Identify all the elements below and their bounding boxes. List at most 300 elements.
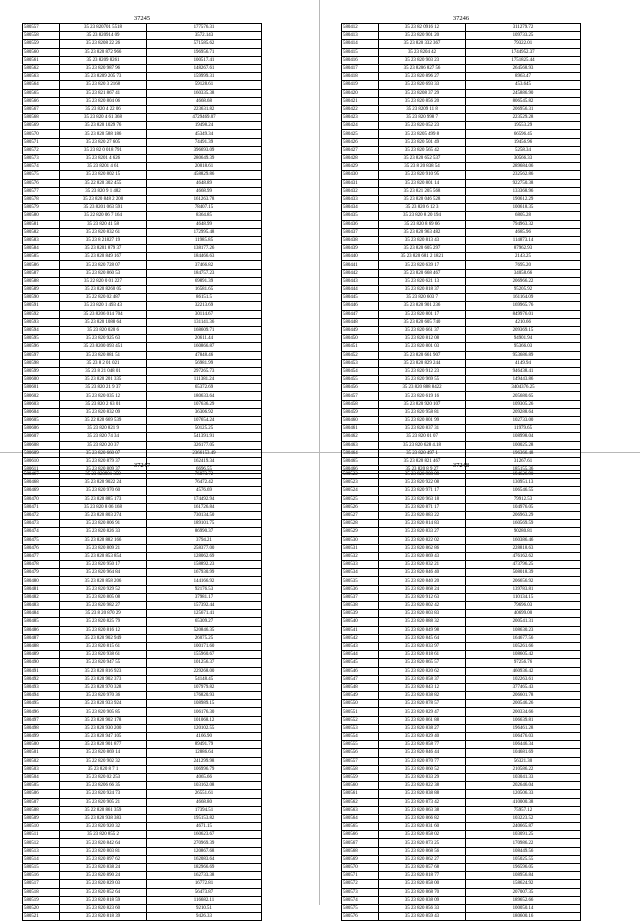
coordinate-cell: 35 23 820 8 20 194 <box>379 212 466 220</box>
coordinate-cell: 35 23 820 02 253 <box>60 773 147 781</box>
value-cell: 158892.23 <box>147 561 262 569</box>
coordinate-cell: 35 23 820 497 1 <box>379 449 466 457</box>
table-row <box>23 286 262 294</box>
value-cell: 65309.27 <box>147 618 262 626</box>
table-row <box>342 651 581 659</box>
value-cell: 37981.17 <box>147 593 262 601</box>
coordinate-cell: 35 22 820 861 359 <box>60 806 147 814</box>
table-row <box>342 847 581 855</box>
coordinate-cell: 35 23 820 2 63 01 <box>60 400 147 408</box>
table-row <box>342 520 581 528</box>
table-row <box>342 220 581 228</box>
coordinate-cell: 35 23 820 924 73 <box>60 790 147 798</box>
table-row <box>23 122 262 130</box>
parcel-id-cell: 580476 <box>23 544 60 552</box>
value-cell: 20611.44 <box>147 335 262 343</box>
parcel-id-cell: 580486 <box>23 626 60 634</box>
parcel-id-cell: 580561 <box>23 56 60 64</box>
coordinate-cell: 35 23 820 872 966 <box>60 48 147 56</box>
table-row <box>23 651 262 659</box>
parcel-id-cell: 580546 <box>342 667 379 675</box>
value-cell: 223631.82 <box>147 105 262 113</box>
parcel-id-cell: 580495 <box>23 700 60 708</box>
table-row <box>23 195 262 203</box>
coordinate-cell: 35 23 820 814 83 <box>379 520 466 528</box>
coordinate-cell: 35 23 8209 8261 <box>60 56 147 64</box>
table-row <box>23 384 262 392</box>
parcel-id-cell: 580606 <box>23 425 60 433</box>
parcel-id-cell: 580561 <box>342 790 379 798</box>
parcel-id-cell: 580430 <box>342 171 379 179</box>
value-cell: 6696.55 <box>147 466 262 474</box>
table-row <box>23 294 262 302</box>
parcel-id-cell: 580581 <box>23 220 60 228</box>
value-cell: 144166.92 <box>147 577 262 585</box>
coordinate-cell: 35 23 820 858 02 <box>379 831 466 839</box>
coordinate-cell: 35 23 820 4 22 06 <box>60 105 147 113</box>
parcel-id-cell: 580555 <box>342 741 379 749</box>
parcel-id-cell: 580434 <box>342 204 379 212</box>
parcel-id-cell: 580524 <box>342 487 379 495</box>
value-cell: 19456.96 <box>466 138 581 146</box>
parcel-id-cell: 580571 <box>342 872 379 880</box>
table-row <box>23 552 262 560</box>
value-cell: 128062.69 <box>147 552 262 560</box>
coordinate-cell: 35 23 820 888 8422 <box>379 384 466 392</box>
value-cell: 26075.25 <box>147 634 262 642</box>
parcel-id-cell: 580433 <box>342 195 379 203</box>
table-row <box>342 417 581 425</box>
parcel-id-cell: 580587 <box>23 269 60 277</box>
value-cell: 240665.87 <box>466 823 581 831</box>
coordinate-cell: 35 23 820 821 467 <box>379 457 466 465</box>
coordinate-cell: 35 23 820 818 61 <box>379 651 466 659</box>
coordinate-cell: 35 23 820 838 09 <box>379 896 466 904</box>
coordinate-cell: 35 23 820 8 9 27 <box>379 466 466 474</box>
coordinate-cell: 35 23 820 862 86 <box>379 544 466 552</box>
table-row <box>23 904 262 912</box>
coordinate-cell: 35 23 820 588 186 <box>60 130 147 138</box>
value-cell: 289684.06 <box>466 163 581 171</box>
parcel-id-cell: 580442 <box>342 269 379 277</box>
parcel-id-cell: 580448 <box>342 318 379 326</box>
table-row <box>342 367 581 375</box>
value-cell: 194626.90 <box>466 471 581 479</box>
table-row <box>23 585 262 593</box>
parcel-id-cell: 580499 <box>23 733 60 741</box>
parcel-id-cell: 580607 <box>23 433 60 441</box>
coordinate-cell: 35 23 82 0916 12 <box>379 24 466 32</box>
value-cell: 264568.93 <box>466 64 581 72</box>
parcel-id-cell: 580545 <box>342 659 379 667</box>
parcel-id-cell: 580568 <box>342 847 379 855</box>
coordinate-cell: 35 23 8 21 048 01 <box>60 367 147 375</box>
parcel-id-cell: 580523 <box>342 479 379 487</box>
coordinate-cell: 35 23 820 901 236 <box>379 302 466 310</box>
parcel-id-cell: 580481 <box>23 585 60 593</box>
parcel-id-cell: 580455 <box>342 376 379 384</box>
parcel-id-cell: 580422 <box>342 105 379 113</box>
table-row <box>23 642 262 650</box>
parcel-id-cell: 580417 <box>342 64 379 72</box>
parcel-id-cell: 580413 <box>342 32 379 40</box>
coordinate-cell: 35 23 820 849 98 <box>379 626 466 634</box>
parcel-id-cell: 580509 <box>23 814 60 822</box>
parcel-id-cell: 580582 <box>23 228 60 236</box>
value-cell: 32213.69 <box>147 302 262 310</box>
value-cell: 206956.31 <box>466 105 581 113</box>
value-cell: 69891.39 <box>147 277 262 285</box>
parcel-id-cell: 580412 <box>342 24 379 32</box>
parcel-id-cell: 580559 <box>342 773 379 781</box>
table-row <box>342 593 581 601</box>
parcel-id-cell: 580470 <box>23 495 60 503</box>
parcel-id-cell: 580575 <box>342 904 379 912</box>
value-cell: 410000.38 <box>466 798 581 806</box>
value-cell: 45349.34 <box>147 130 262 138</box>
coordinate-table <box>341 23 581 474</box>
coordinate-cell: 35 23 820 838 88 <box>379 790 466 798</box>
coordinate-cell: 35 23 820 905 85 <box>60 708 147 716</box>
table-row <box>342 326 581 334</box>
parcel-id-cell: 580527 <box>342 511 379 519</box>
value-cell: 202646.04 <box>466 782 581 790</box>
table-row <box>23 245 262 253</box>
parcel-id-cell: 580584 <box>23 245 60 253</box>
parcel-id-cell: 580443 <box>342 277 379 285</box>
table-row <box>23 528 262 536</box>
value-cell: 74491.39 <box>147 138 262 146</box>
value-cell: 158624.92 <box>466 880 581 888</box>
parcel-id-cell: 580522 <box>342 471 379 479</box>
table-row <box>23 318 262 326</box>
parcel-id-cell: 580571 <box>23 138 60 146</box>
parcel-id-cell: 580420 <box>342 89 379 97</box>
parcel-id-cell: 580538 <box>342 602 379 610</box>
coordinate-cell: 35 23 820 963 482 <box>379 228 466 236</box>
parcel-id-cell: 580573 <box>342 888 379 896</box>
parcel-id-cell: 580563 <box>23 73 60 81</box>
table-row <box>342 228 581 236</box>
coordinate-cell: 35 23 820 818 39 <box>60 913 147 921</box>
coordinate-cell: 35 23 8 2 01 021 <box>60 359 147 367</box>
coordinate-cell: 35 23 820 668 467 <box>379 269 466 277</box>
value-cell: 196366.48 <box>466 449 581 457</box>
coordinate-cell: 35 23 820 681 2 1821 <box>379 253 466 261</box>
value-cell: 5258.34 <box>466 146 581 154</box>
parcel-id-cell: 580468 <box>23 479 60 487</box>
coordinate-cell: 35 23 820 970 328 <box>60 683 147 691</box>
parcel-id-cell: 580480 <box>23 577 60 585</box>
coordinate-cell: 35 23 820 820 62 <box>379 667 466 675</box>
parcel-id-cell: 580431 <box>342 179 379 187</box>
value-cell: 200334.66 <box>466 708 581 716</box>
parcel-id-cell: 580577 <box>23 187 60 195</box>
value-cell: 104681.69 <box>466 749 581 757</box>
value-cell: 65372.69 <box>147 384 262 392</box>
value-cell: 106546.55 <box>466 487 581 495</box>
page-panel-37245 <box>22 14 262 474</box>
value-cell: 476162.62 <box>466 552 581 560</box>
value-cell: 105025.55 <box>466 855 581 863</box>
parcel-id-cell: 580591 <box>23 302 60 310</box>
coordinate-cell: 35 23 8201 063 591 <box>60 204 147 212</box>
table-row <box>342 479 581 487</box>
value-cell: 4065.66 <box>147 773 262 781</box>
table-row <box>342 24 581 32</box>
table-row <box>23 220 262 228</box>
value-cell: 79696.03 <box>466 602 581 610</box>
parcel-id-cell: 580423 <box>342 114 379 122</box>
value-cell: 200546.26 <box>466 700 581 708</box>
parcel-id-cell: 580466 <box>342 466 379 474</box>
coordinate-cell: 35 23 820 829 244 <box>379 359 466 367</box>
coordinate-cell: 35 23 820 8260 05 <box>60 286 147 294</box>
parcel-id-cell: 580521 <box>23 913 60 921</box>
value-cell: 245886.90 <box>466 89 581 97</box>
coordinate-cell: 35 23 820 902 373 <box>60 675 147 683</box>
table-row <box>342 659 581 667</box>
parcel-id-cell: 580541 <box>342 626 379 634</box>
table-row <box>23 228 262 236</box>
value-cell: 3404376.25 <box>466 384 581 392</box>
coordinate-cell: 35 23 820 605 740 <box>379 318 466 326</box>
parcel-id-cell: 580568 <box>23 114 60 122</box>
coordinate-cell: 35 23 820 833 27 <box>379 528 466 536</box>
coordinate-cell: 35 23 820 878 57 <box>379 700 466 708</box>
value-cell: 270969.39 <box>147 839 262 847</box>
parcel-id-cell: 580565 <box>342 823 379 831</box>
table-row <box>342 89 581 97</box>
parcel-id-cell: 580484 <box>23 610 60 618</box>
value-cell: 210586.22 <box>466 765 581 773</box>
value-cell: 161164.09 <box>466 294 581 302</box>
coordinate-cell: 35 23 820 849 167 <box>60 253 147 261</box>
parcel-id-cell: 580490 <box>23 659 60 667</box>
coordinate-cell: 35 23 820 805 08 <box>60 593 147 601</box>
parcel-id-cell: 580445 <box>342 294 379 302</box>
table-row <box>23 64 262 72</box>
parcel-id-cell: 580598 <box>23 359 60 367</box>
coordinate-table <box>341 470 581 921</box>
value-cell: 241299.98 <box>147 757 262 765</box>
table-row <box>23 569 262 577</box>
coordinate-cell: 35 23 820 843 12 <box>379 683 466 691</box>
coordinate-cell: 35 23 821 867 41 <box>60 89 147 97</box>
value-cell: 4648.99 <box>147 220 262 228</box>
parcel-id-cell: 580583 <box>23 236 60 244</box>
table-row <box>342 56 581 64</box>
value-cell: 148267.61 <box>147 64 262 72</box>
table-row <box>342 204 581 212</box>
coordinate-cell: 35 23 820 908 09 <box>379 471 466 479</box>
parcel-id-cell: 580592 <box>23 310 60 318</box>
value-cell: 108989.15 <box>147 700 262 708</box>
coordinate-cell: 35 23 820 845 64 <box>379 634 466 642</box>
value-cell: 106176.30 <box>147 708 262 716</box>
coordinate-cell: 35 22 820 06 7 164 <box>60 212 147 220</box>
parcel-id-cell: 580595 <box>23 335 60 343</box>
value-cell: 56321.30 <box>466 757 581 765</box>
coordinate-cell: 35 23 820 958 81 <box>379 408 466 416</box>
coordinate-cell: 35 23 820 853 854 <box>60 552 147 560</box>
coordinate-cell: 35 23 820 856 20 <box>379 97 466 105</box>
value-cell: 177576.31 <box>147 24 262 32</box>
parcel-id-cell: 580424 <box>342 122 379 130</box>
parcel-id-cell: 580611 <box>23 466 60 474</box>
value-cell: 131141.36 <box>147 318 262 326</box>
value-cell: 87962.93 <box>466 245 581 253</box>
coordinate-cell: 35 23 820 804 06 <box>60 97 147 105</box>
parcel-id-cell: 580564 <box>342 814 379 822</box>
coordinate-cell: 35 23 820 873 25 <box>379 839 466 847</box>
coordinate-cell: 35 23 820 901 877 <box>60 741 147 749</box>
parcel-id-cell: 580574 <box>342 896 379 904</box>
parcel-id-cell: 580416 <box>342 56 379 64</box>
table-row <box>342 872 581 880</box>
parcel-id-cell: 580576 <box>342 913 379 921</box>
value-cell: 189101.75 <box>147 520 262 528</box>
coordinate-cell: 35 23 82 0 018 791 <box>60 146 147 154</box>
coordinate-cell: 35 23 820 846 40 <box>379 569 466 577</box>
value-cell: 223529.28 <box>466 114 581 122</box>
parcel-id-cell: 580474 <box>23 528 60 536</box>
parcel-id-cell: 580604 <box>23 408 60 416</box>
table-row <box>342 261 581 269</box>
table-row <box>342 310 581 318</box>
parcel-id-cell: 580608 <box>23 441 60 449</box>
table-row <box>23 896 262 904</box>
coordinate-cell: 35 23 8 20 870 29 <box>60 610 147 618</box>
coordinate-cell: 35 23 820 920 32 <box>60 823 147 831</box>
value-cell: 95205.92 <box>466 286 581 294</box>
coordinate-cell: 35 23 820 812 08 <box>379 335 466 343</box>
value-cell: 196461.28 <box>466 724 581 732</box>
table-row <box>23 425 262 433</box>
table-row <box>342 236 581 244</box>
value-cell: 86990.37 <box>147 528 262 536</box>
table-row <box>342 81 581 89</box>
table-row <box>23 81 262 89</box>
value-cell: 190612.29 <box>466 195 581 203</box>
table-row <box>23 376 262 384</box>
parcel-id-cell: 580512 <box>23 839 60 847</box>
parcel-id-cell: 580605 <box>23 417 60 425</box>
parcel-id-cell: 580526 <box>342 503 379 511</box>
value-cell: 2366153.49 <box>147 449 262 457</box>
table-row <box>23 367 262 375</box>
coordinate-cell: 35 22 820 902 32 <box>60 757 147 765</box>
coordinate-cell: 35 23 820 858 00 <box>379 880 466 888</box>
value-cell: 196596.05 <box>466 864 581 872</box>
parcel-id-cell: 580487 <box>23 634 60 642</box>
table-row <box>23 831 262 839</box>
table-row <box>342 114 581 122</box>
coordinate-cell: 35 23 820 938 383 <box>60 814 147 822</box>
parcel-id-cell: 580517 <box>23 880 60 888</box>
value-cell: 396693.09 <box>147 146 262 154</box>
coordinate-cell: 35 23 820 838 27 <box>379 724 466 732</box>
coordinate-cell: 35 23 820 046 528 <box>379 195 466 203</box>
table-row <box>23 187 262 195</box>
parcel-id-cell: 580542 <box>342 634 379 642</box>
table-row <box>342 351 581 359</box>
table-row <box>23 40 262 48</box>
parcel-id-cell: 580575 <box>23 171 60 179</box>
coordinate-cell: 35 23 820 8 06 168 <box>60 503 147 511</box>
table-row <box>342 790 581 798</box>
coordinate-cell: 35 23 820 987 96 <box>60 64 147 72</box>
table-row <box>23 335 262 343</box>
parcel-id-cell: 580580 <box>23 212 60 220</box>
parcel-id-cell: 580565 <box>23 89 60 97</box>
value-cell: 108630.23 <box>466 626 581 634</box>
table-row <box>342 782 581 790</box>
parcel-id-cell: 580444 <box>342 286 379 294</box>
table-row <box>23 343 262 351</box>
value-cell: 160335.38 <box>147 89 262 97</box>
table-row <box>23 733 262 741</box>
table-row <box>342 195 581 203</box>
value-cell: 100025.28 <box>466 441 581 449</box>
value-cell: 4576.69 <box>147 487 262 495</box>
parcel-id-cell: 580515 <box>23 864 60 872</box>
parcel-id-cell: 580438 <box>342 236 379 244</box>
value-cell: 106996.79 <box>147 765 262 773</box>
coordinate-cell: 35 23 820 870 77 <box>379 757 466 765</box>
parcel-id-cell: 580426 <box>342 138 379 146</box>
coordinate-cell: 35 23 820 920 107 <box>379 400 466 408</box>
table-row <box>23 503 262 511</box>
value-cell: 108449.56 <box>466 847 581 855</box>
table-row <box>23 89 262 97</box>
coordinate-cell: 35 23 820 857 68 <box>379 864 466 872</box>
value-cell: 89491.79 <box>147 741 262 749</box>
value-cell: 195153.82 <box>147 814 262 822</box>
table-row <box>23 24 262 32</box>
coordinate-cell: 35 23 820 856 33 <box>379 904 466 912</box>
coordinate-cell: 35 23 820 938 61 <box>60 651 147 659</box>
table-row <box>342 692 581 700</box>
table-row <box>342 814 581 822</box>
value-cell: 571585.62 <box>147 40 262 48</box>
parcel-id-cell: 580501 <box>23 749 60 757</box>
table-row <box>23 97 262 105</box>
coordinate-cell: 35 23 820 619 16 <box>379 392 466 400</box>
coordinate-table <box>22 470 262 921</box>
value-cell: 794963.32 <box>466 220 581 228</box>
value-cell: 9426.33 <box>147 913 262 921</box>
value-cell: 1751825.44 <box>466 56 581 64</box>
table-row <box>342 122 581 130</box>
coordinate-cell: 35 23 820 801 14 <box>379 179 466 187</box>
table-row <box>23 847 262 855</box>
parcel-id-cell: 580570 <box>23 130 60 138</box>
coordinate-cell: 35 23 820 821 9 <box>60 425 147 433</box>
parcel-id-cell: 580454 <box>342 367 379 375</box>
value-cell: 176820.93 <box>147 692 262 700</box>
value-cell: 155960.67 <box>147 651 262 659</box>
parcel-id-cell: 580603 <box>23 400 60 408</box>
coordinate-cell: 35 23 820 866 82 <box>379 814 466 822</box>
coordinate-cell: 35 23 8206 66 35 <box>60 782 147 790</box>
coordinate-cell: 35 23 820 868 56 <box>379 847 466 855</box>
table-row <box>23 724 262 732</box>
coordinate-cell: 35 23 820 4 61 368 <box>60 114 147 122</box>
table-row <box>23 757 262 765</box>
coordinate-table <box>22 23 262 474</box>
value-cell: 3572.143 <box>147 32 262 40</box>
